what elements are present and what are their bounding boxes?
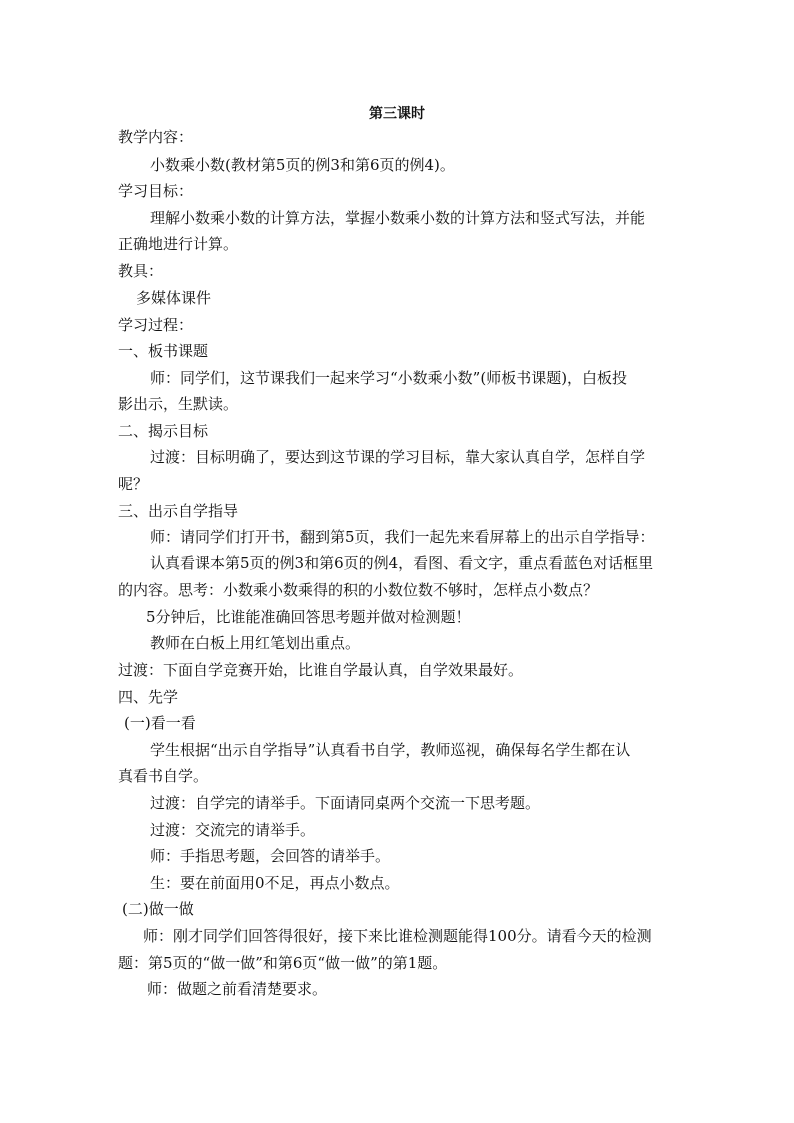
paragraph-line: 5分钟后，比谁能准确回答思考题并做对检测题！: [146, 608, 471, 626]
paragraph-line: 正确地进行计算。: [118, 235, 239, 253]
paragraph-line: 过渡：交流完的请举手。: [150, 821, 316, 839]
paragraph-line: 多媒体课件: [136, 289, 212, 307]
section-label: 学习过程：: [118, 316, 194, 334]
paragraph-line: 师：请同学们打开书，翻到第5页，我们一起先来看屏幕上的出示自学指导：: [150, 528, 655, 546]
section-label: 教具：: [118, 262, 164, 280]
section-label: 学习目标：: [118, 182, 194, 200]
paragraph-line: 师：做题之前看清楚要求。: [147, 980, 328, 998]
paragraph-line: 理解小数乘小数的计算方法，掌握小数乘小数的计算方法和竖式写法，并能: [150, 209, 646, 227]
section-heading: 二、揭示目标: [118, 422, 209, 440]
paragraph-line: 过渡：下面自学竞赛开始，比谁自学最认真，自学效果最好。: [118, 661, 524, 679]
paragraph-line: 认真看课本第5页的例3和第6页的例4，看图、看文字，重点看蓝色对话框里: [150, 554, 654, 572]
section-heading: 四、先学: [118, 688, 179, 706]
subsection-heading: (二)做一做: [122, 900, 194, 918]
paragraph-line: 题：第5页的“做一做”和第6页“做一做”的第1题。: [118, 954, 448, 972]
paragraph-line: 过渡：自学完的请举手。下面请同桌两个交流一下思考题。: [150, 794, 541, 812]
paragraph-line: 师：手指思考题，会回答的请举手。: [150, 847, 391, 865]
section-label: 教学内容：: [118, 128, 194, 146]
paragraph-line: 过渡：目标明确了，要达到这节课的学习目标，靠大家认真自学，怎样自学: [150, 448, 646, 466]
section-heading: 一、板书课题: [118, 342, 209, 360]
subsection-heading: (一)看一看: [124, 714, 196, 732]
paragraph-line: 真看书自学。: [118, 767, 209, 785]
paragraph-line: 教师在白板上用红笔划出重点。: [150, 634, 361, 652]
section-heading: 三、出示自学指导: [118, 502, 239, 520]
paragraph-line: 的内容。思考：小数乘小数乘得的积的小数位数不够时，怎样点小数点？: [118, 581, 599, 599]
paragraph-line: 小数乘小数(教材第5页的例3和第6页的例4)。: [150, 156, 455, 174]
paragraph-line: 学生根据“出示自学指导”认真看书自学，教师巡视，确保每名学生都在认: [150, 741, 631, 759]
page-title: 第三课时: [369, 106, 425, 122]
paragraph-line: 师：同学们，这节课我们一起来学习“小数乘小数”(师板书课题)，白板投: [150, 369, 628, 387]
paragraph-line: 影出示，生默读。: [118, 395, 239, 413]
paragraph-line: 师：刚才同学们回答得很好，接下来比谁检测题能得100分。请看今天的检测: [143, 927, 652, 945]
paragraph-line: 呢？: [118, 475, 149, 493]
paragraph-line: 生：要在前面用0不足，再点小数点。: [150, 874, 400, 892]
